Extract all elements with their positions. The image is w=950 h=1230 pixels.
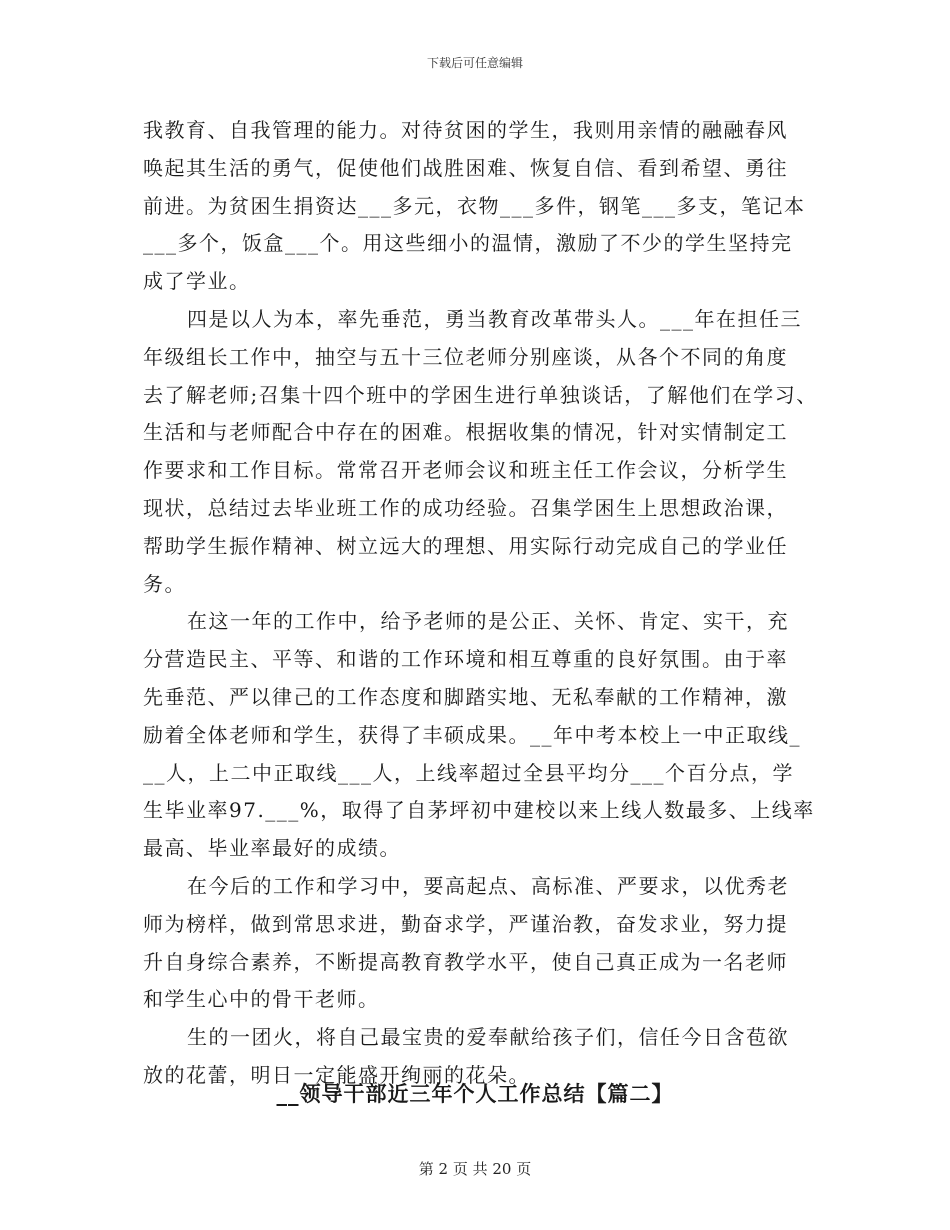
text-line: 成了学业。 <box>143 269 251 294</box>
text-line: 唤起其生活的勇气，促使他们战胜困难、恢复自信、看到希望、勇往 <box>143 155 788 180</box>
text-line: 放的花蕾，明日一定能盛开绚丽的花朵。 <box>143 1062 530 1087</box>
text-line: 现状，总结过去毕业班工作的成功经验。召集学困生上思想政治课， <box>143 495 788 520</box>
text-line: 生毕业率97.___%，取得了自茅坪初中建校以来上线人数最多、上线率 <box>143 798 815 823</box>
paragraph-start-line: 生的一团火，将自己最宝贵的爱奉献给孩子们，信任今日含苞欲 <box>187 1025 789 1050</box>
text-line: 最高、毕业率最好的成绩。 <box>143 836 401 861</box>
paragraph-start-line: 四是以人为本，率先垂范，勇当教育改革带头人。___年在担任三 <box>187 306 802 331</box>
page-header: 下载后可任意编辑 <box>426 56 523 70</box>
text-line: 师为榜样，做到常思求进，勤奋求学，严谨治教，奋发求业，努力提 <box>143 911 788 936</box>
text-line: 前进。为贫困生捐资达___多元，衣物___多件，钢笔___多支，笔记本 <box>143 193 806 218</box>
paragraph-start-line: 在今后的工作和学习中，要高起点、高标准、严要求，以优秀老 <box>187 873 789 898</box>
text-line: 先垂范、严以律己的工作态度和脚踏实地、无私奉献的工作精神，激 <box>143 684 788 709</box>
text-line: 和学生心中的骨干老师。 <box>143 987 380 1012</box>
document-body <box>143 112 823 1095</box>
text-line: 去了解老师;召集十四个班中的学困生进行单独谈话，了解他们在学习、 <box>143 382 818 407</box>
text-line: 作要求和工作目标。常常召开老师会议和班主任工作会议，分析学生 <box>143 458 788 483</box>
section-title: __领导干部近三年个人工作总结【篇二】 <box>276 1081 674 1106</box>
text-line: 分营造民主、平等、和谐的工作环境和相互尊重的良好氛围。由于率 <box>143 647 788 672</box>
text-line: ___多个，饭盒___个。用这些细小的温情，激励了不少的学生坚持完 <box>143 231 793 256</box>
text-line: 年级组长工作中，抽空与五十三位老师分别座谈，从各个不同的角度 <box>143 344 788 369</box>
text-line: 升自身综合素养，不断提高教育教学水平，使自己真正成为一名老师 <box>143 949 788 974</box>
text-line: 励着全体老师和学生，获得了丰硕成果。__年中考本校上一中正取线_ <box>143 722 801 747</box>
text-line: 帮助学生振作精神、树立远大的理想、用实际行动完成自己的学业任 <box>143 533 788 558</box>
text-line: 我教育、自我管理的能力。对待贫困的学生，我则用亲情的融融春风 <box>143 118 788 142</box>
text-line: 务。 <box>143 571 186 596</box>
paragraph-start-line: 在这一年的工作中，给予老师的是公正、关怀、肯定、实干，充 <box>187 609 789 634</box>
text-line: 生活和与老师配合中存在的困难。根据收集的情况，针对实情制定工 <box>143 420 788 445</box>
page-number: 第 2 页 共 20 页 <box>418 1160 532 1178</box>
text-line: __人，上二中正取线___人，上线率超过全县平均分___个百分点，学 <box>143 760 794 785</box>
